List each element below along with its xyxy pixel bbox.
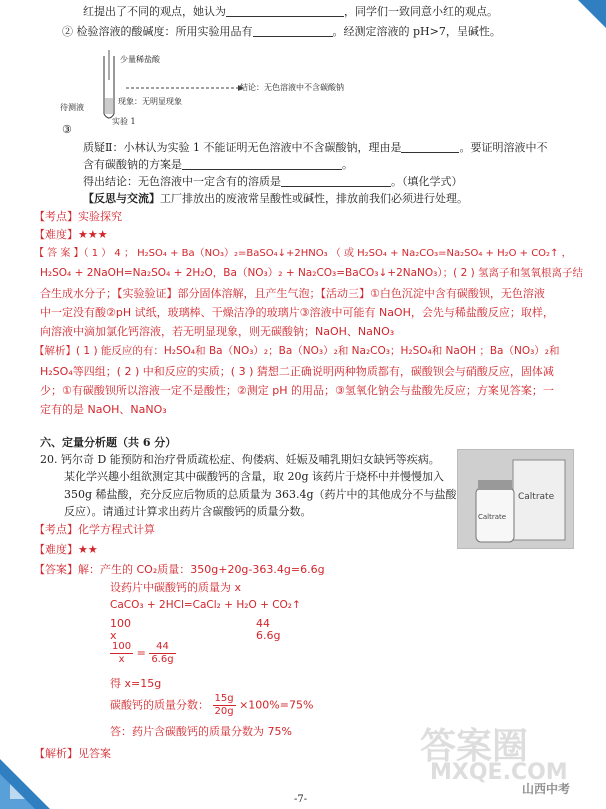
analysis-line: 定有的是 NaOH、NaNO₃ bbox=[40, 403, 167, 416]
product-label: Caltrate bbox=[518, 492, 555, 502]
answer-line: 答：药片含碳酸钙的质量分数为 75% bbox=[110, 725, 292, 738]
text-line: 含有碳酸钠的方案是 。 bbox=[83, 158, 353, 171]
product-photo bbox=[457, 449, 574, 549]
watermark-logo: 答案圈 bbox=[420, 726, 529, 767]
text-line: 得出结论：无色溶液中一定含有的溶质是 。（填化学式） bbox=[83, 175, 463, 188]
equation-mass-label: x bbox=[110, 629, 117, 642]
text-line: 【反思与交流】工厂排放出的废液常呈酸性或碱性，排放前我们必须进行处理。 bbox=[83, 192, 468, 205]
text-line: 红提出了不同的观点，她认为 ，同学们一致同意小红的观点。 bbox=[83, 5, 498, 18]
equation-mass-label: 100 bbox=[110, 617, 131, 630]
analysis-line: H₂SO₄等四组；( 2 ) 中和反应的实质；( 3 ) 猜想二正确说明两种物质都有，碳酸钡会与硝酸反应，固体减 bbox=[40, 365, 554, 378]
section-heading: 六、定量分析题（共 6 分） bbox=[40, 436, 177, 449]
answer-line: 【答案】解：产生的 CO₂质量：350g+20g-363.4g=6.6g bbox=[34, 563, 325, 576]
answer-line: 得 x=15g bbox=[110, 677, 162, 690]
question-text: 某化学兴趣小组欲测定其中碳酸钙的含量，取 20g 该药片于烧杯中并慢慢加入 bbox=[64, 470, 445, 483]
analysis-line: 【解析】( 1 ) 能反应的有：H₂SO₄和 Ba（NO₃）₂；Ba（NO₃）₂和 Na₂CO₃；H₂SO₄和 NaOH ；Ba（NO₃）₂和 bbox=[34, 345, 560, 357]
answer-line: 中一定没有酸②pH 试纸，玻璃棒、干燥洁净的玻璃片③溶液中可能有 NaOH，会先与稀盐酸反应；取样， bbox=[40, 306, 554, 319]
figure-caption: 实验 1 bbox=[112, 117, 136, 126]
mass-fraction-expression: 碳酸钙的质量分数： $\frac{15g}{20g}$ ×100%=75% bbox=[110, 693, 314, 717]
experiment-figure bbox=[60, 50, 344, 128]
answer-line: 向溶液中滴加氯化钙溶液，若无明显现象，则无碳酸钠；NaOH、NaNO₃ bbox=[40, 325, 395, 338]
equation-line: CaCO₃ + 2HCl=CaCl₂ + H₂O + CO₂↑ bbox=[110, 599, 301, 611]
corner-decoration-top-right bbox=[578, 0, 606, 28]
proportion-expression: $\frac{100}{x}$ = $\frac{44}{6.6g}$ bbox=[112, 641, 174, 665]
answer-line: 合生成水分子；【实验验证】部分固体溶解，且产生气泡；【活动三】①白色沉淀中含有碳酸钡，无色溶液 bbox=[40, 287, 545, 300]
question-text: 350g 稀盐酸，充分反应后物质的总质量为 363.4g（药片中的其他成分不与盐酸 bbox=[64, 488, 457, 501]
figure-phenomenon-label: 现象：无明显现象 bbox=[118, 97, 182, 106]
analysis-line: 少；①有碳酸钡所以溶液一定不是酸性；②测定 pH 的用品；③氢氧化钠会与盐酸先反应；方案见答案；一 bbox=[40, 384, 554, 397]
answer-line: H₂SO₄ + 2NaOH=Na₂SO₄ + 2H₂O，Ba（NO₃）₂ + Na₂CO₃=BaCO₃↓+2NaNO₃）；( 2 ) 氢离子和氢氧根离子结 bbox=[40, 267, 584, 279]
text-line: ② 检验溶液的酸碱度：所用实验用品有 。经测定溶液的 pH>7，呈碱性。 bbox=[62, 25, 501, 38]
answer-line: 【 答 案 】（ 1 ） 4 ； H₂SO₄ + Ba（NO₃）₂=BaSO₄↓+2HNO₃ （ 或 H₂SO₄ + Na₂CO₃=Na₂SO₄ + H₂O + CO₂↑ ， bbox=[34, 248, 572, 259]
equation-mass-label: 44 bbox=[256, 617, 270, 630]
topic-label: 【考点】化学方程式计算 bbox=[34, 523, 155, 536]
text-line: 质疑Ⅱ：小林认为实验 1 不能证明无色溶液中不含碳酸钠，理由是 。要证明溶液中不 bbox=[83, 141, 548, 154]
text-line: ③ bbox=[62, 123, 72, 136]
topic-label: 【考点】实验探究 bbox=[34, 210, 122, 223]
difficulty-label: 【难度】★★★ bbox=[34, 228, 108, 241]
page-number: -7- bbox=[294, 794, 308, 805]
figure-left-label: 待测液 bbox=[60, 103, 84, 112]
answer-line: 设药片中碳酸钙的质量为 x bbox=[110, 581, 242, 594]
figure-conclusion-label: 结论：无色溶液中不含碳酸钠 bbox=[240, 83, 344, 92]
product-label: Caltrate bbox=[478, 513, 507, 521]
difficulty-label: 【难度】★★ bbox=[34, 543, 98, 556]
medicine-box-image bbox=[458, 450, 573, 548]
figure-top-label: 少量稀盐酸 bbox=[120, 55, 160, 64]
question-text: 20. 钙尔奇 D 能预防和治疗骨质疏松症、佝偻病、妊娠及哺乳期妇女缺钙等疾病。 bbox=[40, 453, 440, 466]
analysis-line: 【解析】见答案 bbox=[34, 747, 111, 760]
watermark-source: 山西中考 bbox=[522, 782, 571, 796]
question-text: 反应）。请通过计算求出药片含碳酸钙的质量分数。 bbox=[64, 505, 312, 518]
watermark-url: MXQE.COM bbox=[430, 760, 568, 785]
equation-mass-label: 6.6g bbox=[256, 629, 281, 642]
